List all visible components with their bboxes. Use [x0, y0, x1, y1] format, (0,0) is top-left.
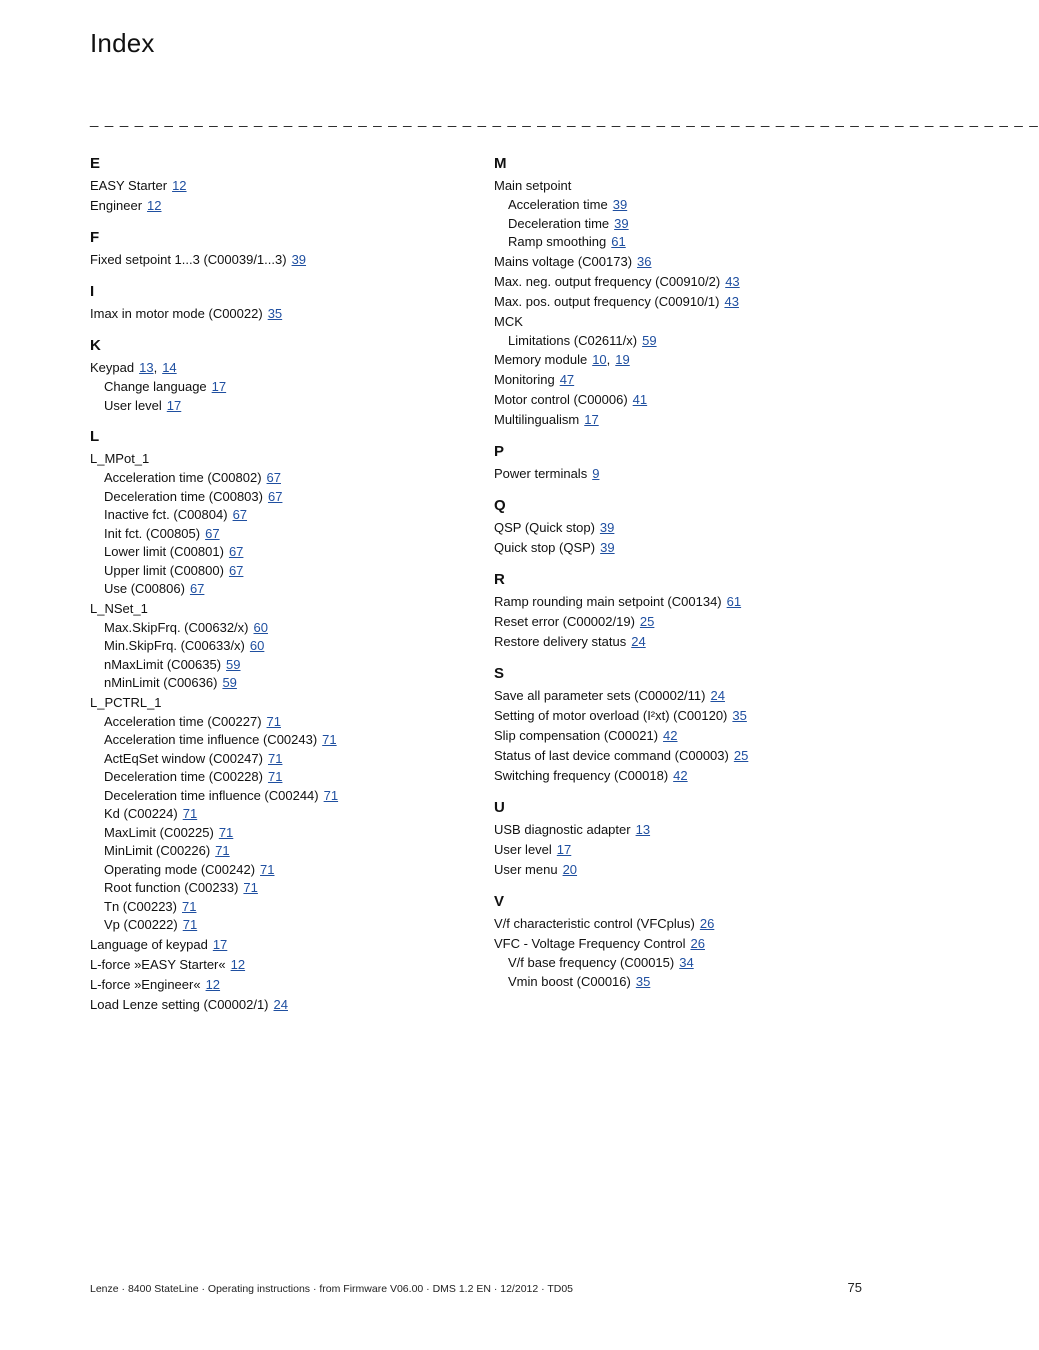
entry-label: Acceleration time influence (C00243) — [104, 732, 318, 747]
entry-label: Multilingualism — [494, 412, 580, 427]
entry-label: L_PCTRL_1 — [90, 694, 162, 710]
page-link[interactable]: 67 — [189, 581, 205, 596]
entry-label: Max.SkipFrq. (C00632/x) — [104, 619, 249, 635]
entry-label: Change language — [104, 379, 207, 394]
section-gap — [494, 652, 864, 664]
index-entry — [494, 592, 864, 612]
section-letter: U — [494, 799, 505, 816]
entry-label: Inactive fct. (C00804) — [104, 507, 228, 522]
page-link[interactable]: 24 — [631, 634, 646, 649]
page-link[interactable]: 39 — [600, 540, 615, 555]
index-entry — [494, 410, 864, 430]
index-column-right — [494, 154, 864, 991]
index-entry — [494, 766, 864, 786]
index-section-f — [90, 228, 460, 270]
section-letter: E — [90, 155, 101, 172]
index-subentry — [90, 824, 460, 843]
index-entry — [90, 995, 460, 1015]
index-entry — [90, 250, 460, 270]
page-link[interactable]: 42 — [673, 768, 688, 783]
entry-label: Lower limit (C00801) — [104, 544, 224, 559]
entry-label: L-force »EASY Starter« — [90, 956, 226, 972]
entry-label: Vp (C00222) — [104, 917, 178, 932]
entry-label: Switching frequency (C00018) — [494, 768, 669, 783]
index-entry — [494, 176, 864, 196]
entry-label: Tn (C00223) — [104, 898, 177, 914]
page-link[interactable]: 59 — [226, 656, 241, 672]
entry-label: Setting of motor overload (I²xt) (C00120) — [494, 708, 728, 723]
entry-label: MaxLimit (C00225) — [104, 824, 214, 840]
entry-label: Language of keypad — [90, 936, 208, 952]
entry-label: Imax in motor mode (C00022) — [90, 306, 263, 321]
page-link[interactable]: 71 — [322, 732, 337, 747]
page-link[interactable]: 59 — [642, 332, 657, 348]
page-link[interactable]: 67 — [228, 562, 244, 578]
page-link[interactable]: 26 — [699, 916, 715, 931]
index-subentry — [90, 469, 460, 488]
page-link[interactable]: 71 — [182, 917, 198, 932]
page-link[interactable]: 61 — [611, 234, 626, 249]
entry-label: Acceleration time — [508, 197, 608, 212]
page-link[interactable]: 10 — [592, 352, 607, 367]
page-link[interactable]: 71 — [215, 843, 230, 858]
index-entry — [494, 370, 864, 390]
index-subentry — [90, 637, 460, 656]
entry-label: Ramp rounding main setpoint (C00134) — [494, 594, 722, 609]
page-title: Index — [90, 28, 155, 58]
index-subentry — [90, 619, 460, 638]
page-link[interactable]: 39 — [614, 215, 629, 231]
page-link[interactable]: 67 — [266, 470, 281, 485]
entry-label: Deceleration time (C00228) — [104, 769, 263, 784]
entry-label: Slip compensation (C00021) — [494, 728, 659, 743]
page-link[interactable]: 25 — [733, 748, 749, 763]
page-separator: , — [606, 352, 611, 367]
entry-label: Load Lenze setting (C00002/1) — [90, 996, 269, 1012]
page-link[interactable]: 71 — [218, 824, 234, 840]
section-letter: L — [90, 428, 100, 445]
page-link[interactable]: 35 — [267, 306, 283, 321]
index-entry — [494, 390, 864, 410]
index-entry — [90, 358, 460, 378]
index-entry — [494, 686, 864, 706]
page-link[interactable]: 39 — [291, 252, 307, 267]
index-entry — [90, 599, 460, 619]
entry-label: Power terminals — [494, 466, 588, 481]
index-subentry — [494, 215, 864, 234]
entry-label: Engineer — [90, 198, 143, 213]
index-section-i — [90, 282, 460, 324]
page-link[interactable]: 60 — [253, 619, 268, 635]
index-section-r — [494, 570, 864, 652]
page-link[interactable]: 47 — [559, 372, 575, 387]
index-entry — [494, 726, 864, 746]
page-link[interactable]: 12 — [230, 956, 246, 972]
index-subentry — [90, 525, 460, 544]
index-subentry — [494, 196, 864, 215]
entry-label: Root function (C00233) — [104, 880, 239, 895]
entry-label: Max. pos. output frequency (C00910/1) — [494, 293, 720, 309]
page-link[interactable]: 17 — [212, 936, 228, 952]
entry-label: VFC - Voltage Frequency Control — [494, 936, 686, 951]
index-entry — [494, 914, 864, 934]
page-link[interactable]: 39 — [612, 197, 628, 212]
page-link[interactable]: 17 — [211, 379, 227, 394]
section-gap — [90, 415, 460, 427]
index-subentry — [90, 750, 460, 769]
entry-label: Reset error (C00002/19) — [494, 614, 635, 629]
page-link[interactable]: 71 — [260, 861, 275, 877]
page-link[interactable]: 39 — [599, 520, 615, 535]
index-section-v — [494, 892, 864, 991]
index-entry — [90, 693, 460, 713]
entry-label: Kd (C00224) — [104, 806, 178, 821]
index-section-k — [90, 336, 460, 415]
index-subentry — [90, 562, 460, 581]
section-gap — [494, 484, 864, 496]
entry-label: L_MPot_1 — [90, 451, 150, 466]
entry-label: EASY Starter — [90, 178, 168, 193]
index-section-e — [90, 154, 460, 216]
page-separator: , — [153, 360, 158, 375]
entry-label: User level — [104, 397, 162, 413]
index-entry — [494, 820, 864, 840]
index-entry — [494, 464, 864, 484]
index-entry — [90, 176, 460, 196]
page-link[interactable]: 17 — [584, 412, 599, 427]
page-link[interactable]: 41 — [632, 392, 648, 407]
index-entry — [494, 706, 864, 726]
entry-label: MCK — [494, 313, 523, 329]
page-link[interactable]: 71 — [323, 787, 339, 803]
index-subentry — [90, 397, 460, 416]
index-entry — [90, 449, 460, 469]
page-link[interactable]: 12 — [147, 198, 162, 213]
index-subentry — [90, 378, 460, 397]
index-subentry — [494, 233, 864, 252]
section-letter: I — [90, 283, 95, 300]
index-entry — [90, 955, 460, 975]
entry-label: MinLimit (C00226) — [104, 843, 211, 858]
index-subentry — [90, 768, 460, 787]
page-link[interactable]: 59 — [222, 675, 237, 690]
index-entry — [90, 196, 460, 216]
index-subentry — [90, 805, 460, 824]
index-entry — [494, 612, 864, 632]
index-column-left — [90, 154, 460, 1015]
index-section-u — [494, 798, 864, 880]
index-subentry — [494, 954, 864, 973]
page-link[interactable]: 17 — [166, 397, 182, 413]
entry-label: Restore delivery status — [494, 634, 627, 649]
index-section-l — [90, 427, 460, 1015]
entry-label: Deceleration time — [508, 215, 610, 231]
index-subentry — [90, 787, 460, 806]
index-subentry — [90, 842, 460, 861]
entry-label: Quick stop (QSP) — [494, 540, 596, 555]
index-subentry — [90, 674, 460, 693]
section-letter: Q — [494, 497, 506, 514]
index-entry — [90, 304, 460, 324]
page-link[interactable]: 14 — [162, 360, 177, 375]
section-gap — [90, 216, 460, 228]
index-subentry — [90, 731, 460, 750]
entry-label: User menu — [494, 862, 558, 877]
page-link[interactable]: 26 — [690, 936, 705, 951]
page-link[interactable]: 61 — [726, 594, 742, 609]
entry-label: L-force »Engineer« — [90, 976, 201, 992]
index-entry — [494, 518, 864, 538]
index-entry — [90, 975, 460, 995]
index-section-q — [494, 496, 864, 558]
entry-label: Vmin boost (C00016) — [508, 973, 631, 989]
entry-label: Acceleration time (C00227) — [104, 713, 262, 729]
entry-label: Deceleration time (C00803) — [104, 488, 263, 504]
footer-text: Lenze · 8400 StateLine · Operating instructions · from Firmware V06.00 · DMS 1.2 EN · 12/2012 · TD05 — [90, 1283, 574, 1295]
section-gap — [494, 430, 864, 442]
entry-label: QSP (Quick stop) — [494, 520, 595, 535]
index-subentry — [90, 580, 460, 599]
dashed-separator: _ _ _ _ _ _ _ _ _ _ _ _ _ _ _ _ _ _ _ _ _ _ _ _ _ _ _ _ _ _ _ _ _ _ _ _ _ _ _ _ _ _ _ _ _ _ _ _ _ _ _ _ _ _ _ _ _ _ _ _ _ _ _ _ — [90, 111, 1039, 128]
entry-label: Limitations (C02611/x) — [508, 332, 638, 348]
page-link[interactable]: 34 — [679, 955, 694, 970]
index-subentry — [494, 332, 864, 351]
entry-label: Operating mode (C00242) — [104, 861, 256, 877]
entry-label: Acceleration time (C00802) — [104, 470, 262, 485]
entry-label: Init fct. (C00805) — [104, 525, 201, 541]
entry-label: V/f base frequency (C00015) — [508, 955, 675, 970]
entry-label: Save all parameter sets (C00002/11) — [494, 688, 706, 703]
index-entry — [90, 935, 460, 955]
section-letter: M — [494, 155, 507, 172]
entry-label: Memory module — [494, 352, 588, 367]
entry-label: L_NSet_1 — [90, 600, 148, 616]
index-subentry — [90, 713, 460, 732]
index-subentry — [90, 879, 460, 898]
page-link[interactable]: 35 — [732, 708, 747, 723]
index-subentry — [90, 656, 460, 675]
entry-label: Motor control (C00006) — [494, 392, 628, 407]
index-entry — [494, 272, 864, 292]
page-link[interactable]: 12 — [205, 976, 221, 992]
page-link[interactable]: 71 — [267, 769, 283, 784]
index-subentry — [494, 973, 864, 992]
page-link[interactable]: 19 — [615, 352, 630, 367]
section-gap — [494, 558, 864, 570]
page-link[interactable]: 67 — [228, 544, 244, 559]
page-link[interactable]: 67 — [267, 488, 283, 504]
entry-label: Main setpoint — [494, 178, 572, 193]
page-link[interactable]: 71 — [182, 806, 198, 821]
section-letter: R — [494, 571, 505, 588]
page-link[interactable]: 43 — [725, 273, 740, 289]
section-letter: S — [494, 665, 505, 682]
section-gap — [494, 786, 864, 798]
section-letter: K — [90, 337, 101, 354]
index-subentry — [90, 898, 460, 917]
entry-label: User level — [494, 842, 552, 857]
entry-label: Use (C00806) — [104, 581, 185, 596]
page-link[interactable]: 71 — [267, 750, 283, 766]
entry-label: Monitoring — [494, 372, 555, 387]
index-section-s — [494, 664, 864, 786]
index-entry — [494, 632, 864, 652]
page-link[interactable]: 25 — [639, 614, 655, 629]
index-entry — [494, 860, 864, 880]
page-link[interactable]: 12 — [172, 178, 187, 193]
page-link[interactable]: 24 — [273, 996, 288, 1012]
index-entry — [494, 746, 864, 766]
entry-label: ActEqSet window (C00247) — [104, 750, 263, 766]
entry-label: Fixed setpoint 1...3 (C00039/1...3) — [90, 252, 287, 267]
entry-label: Deceleration time influence (C00244) — [104, 787, 319, 803]
page-link[interactable]: 67 — [205, 525, 220, 541]
index-entry — [494, 840, 864, 860]
section-letter: F — [90, 229, 100, 246]
index-section-p — [494, 442, 864, 484]
entry-label: Upper limit (C00800) — [104, 562, 224, 578]
index-subentry — [90, 543, 460, 562]
index-entry — [494, 350, 864, 370]
section-gap — [90, 324, 460, 336]
page-link[interactable]: 35 — [635, 973, 651, 989]
page-link[interactable]: 13 — [635, 822, 651, 837]
section-letter: V — [494, 893, 505, 910]
page-number: 75 — [847, 1280, 862, 1295]
page-link[interactable]: 71 — [181, 898, 197, 914]
index-entry — [494, 292, 864, 312]
index-subentry — [90, 506, 460, 525]
index-subentry — [90, 861, 460, 880]
index-entry — [494, 934, 864, 954]
page-link[interactable]: 20 — [562, 862, 578, 877]
page-link[interactable]: 43 — [724, 293, 739, 309]
section-gap — [494, 880, 864, 892]
index-section-m — [494, 154, 864, 430]
entry-label: Min.SkipFrq. (C00633/x) — [104, 638, 245, 653]
index-subentry — [90, 488, 460, 507]
section-gap — [90, 270, 460, 282]
page-link[interactable]: 42 — [663, 728, 678, 743]
page-link[interactable]: 17 — [556, 842, 572, 857]
entry-label: Status of last device command (C00003) — [494, 748, 729, 763]
page-link[interactable]: 67 — [232, 507, 248, 522]
section-letter: P — [494, 443, 505, 460]
page-link[interactable]: 13 — [139, 360, 154, 375]
page-link[interactable]: 71 — [266, 713, 281, 729]
page-link[interactable]: 9 — [592, 466, 600, 481]
entry-label: Ramp smoothing — [508, 234, 607, 249]
entry-label: Mains voltage (C00173) — [494, 253, 633, 269]
entry-label: Max. neg. output frequency (C00910/2) — [494, 273, 721, 289]
entry-label: V/f characteristic control (VFCplus) — [494, 916, 695, 931]
entry-label: nMaxLimit (C00635) — [104, 656, 222, 672]
index-entry — [494, 252, 864, 272]
page-link[interactable]: 24 — [710, 688, 725, 703]
index-subentry — [90, 916, 460, 935]
entry-label: Keypad — [90, 360, 135, 375]
page-link[interactable]: 36 — [637, 253, 652, 269]
page-link[interactable]: 60 — [249, 638, 265, 653]
entry-label: USB diagnostic adapter — [494, 822, 631, 837]
index-entry — [494, 538, 864, 558]
index-entry — [494, 312, 864, 332]
entry-label: nMinLimit (C00636) — [104, 675, 218, 690]
page-link[interactable]: 71 — [243, 880, 258, 895]
